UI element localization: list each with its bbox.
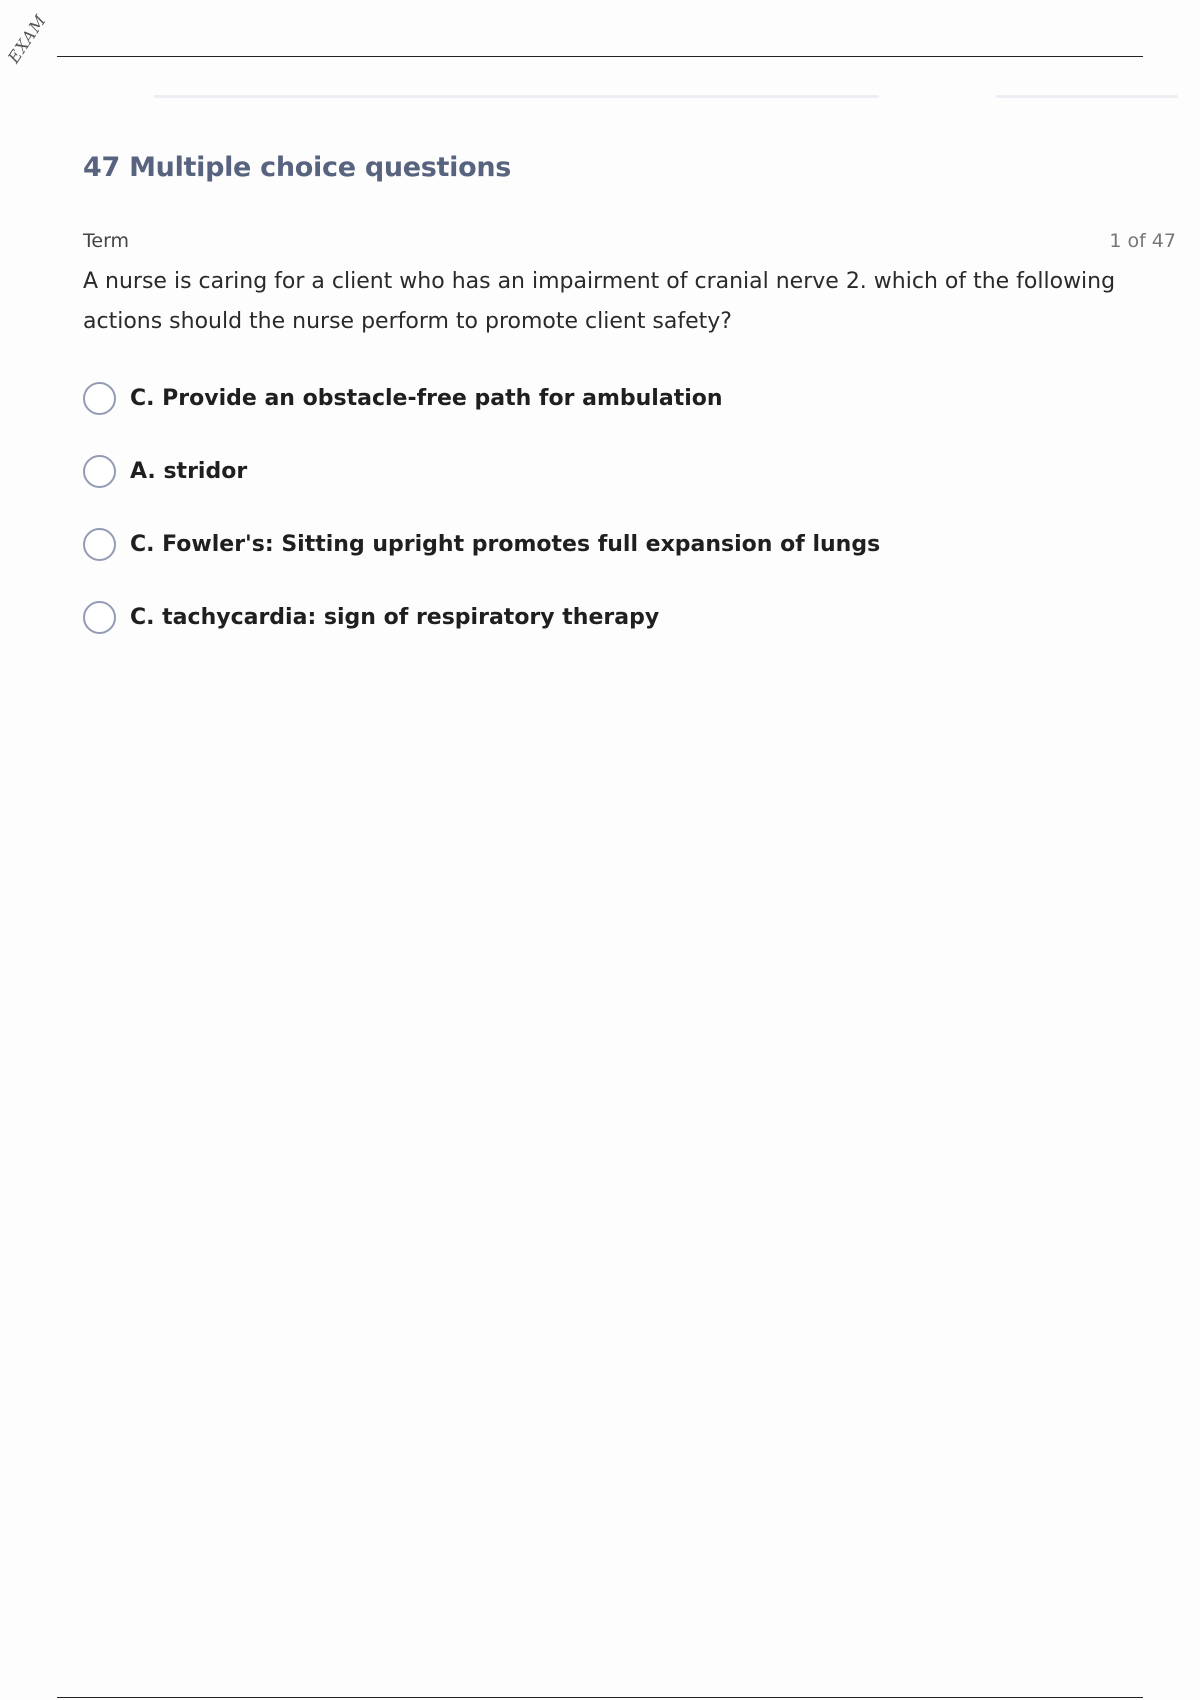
progress-track-left (154, 95, 879, 98)
exam-watermark (4, 10, 64, 70)
answer-option-label: C. Provide an obstacle-free path for ambulation (130, 386, 723, 411)
watermark-text: EXAM (4, 10, 51, 67)
radio-unselected-icon[interactable] (83, 528, 116, 561)
progress-track-right (996, 95, 1178, 98)
answer-option-2[interactable] (83, 435, 880, 508)
answer-option-1[interactable] (83, 362, 880, 435)
question-text: A nurse is caring for a client who has an impairment of cranial nerve 2. which of the following actions should the nurse perform to promote client safety? (83, 269, 1116, 334)
answer-option-3[interactable] (83, 508, 880, 581)
answer-option-4[interactable] (83, 581, 880, 654)
radio-unselected-icon[interactable] (83, 601, 116, 634)
radio-unselected-icon[interactable] (83, 455, 116, 488)
bottom-divider (57, 1697, 1143, 1698)
page-title: 47 Multiple choice questions (83, 152, 512, 183)
answer-option-label: C. tachycardia: sign of respiratory therapy (130, 605, 660, 630)
question-counter: 1 of 47 (1109, 230, 1176, 252)
answer-option-label: A. stridor (130, 459, 248, 484)
term-label: Term (83, 230, 130, 252)
answer-option-label: C. Fowler's: Sitting upright promotes full expansion of lungs (130, 532, 881, 557)
radio-unselected-icon[interactable] (83, 382, 116, 415)
top-divider (57, 56, 1143, 57)
answer-options (83, 362, 880, 654)
